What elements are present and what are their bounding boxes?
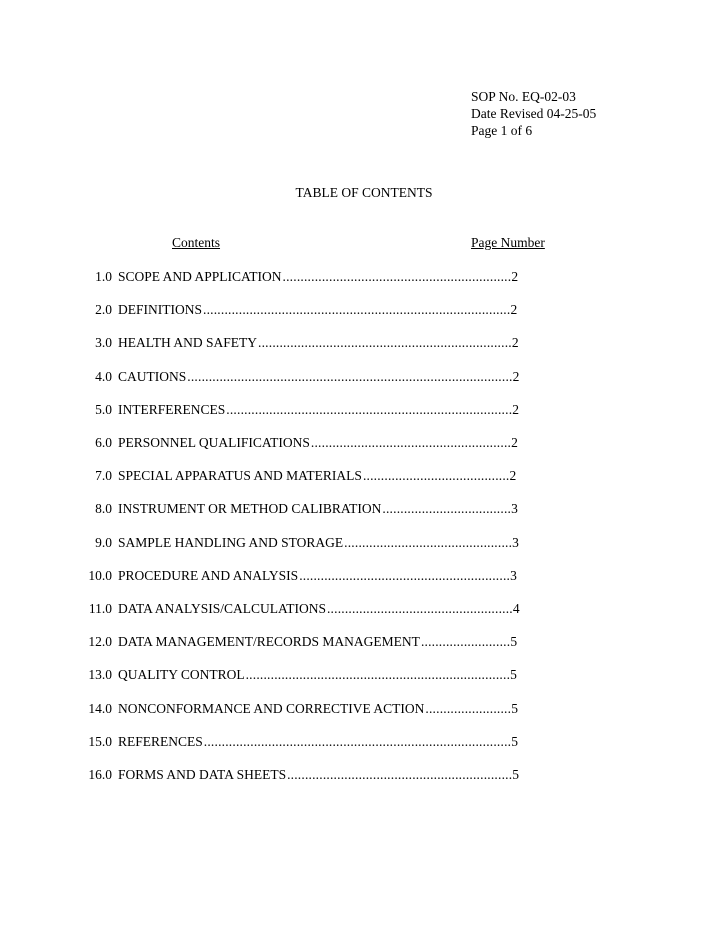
- toc-entry-number: 16.0: [88, 767, 112, 782]
- toc-entry-number: 4.0: [95, 368, 112, 384]
- toc-dot-leader: ..........................................................................: [245, 667, 511, 683]
- toc-dot-leader: ................................................................................: [226, 401, 513, 417]
- toc-entry-page: 3: [511, 501, 518, 517]
- toc-entry-page: 2: [509, 468, 517, 484]
- toc-entry-page: 2: [511, 335, 519, 351]
- toc-entry: [0, 402, 728, 420]
- toc-entry: [0, 269, 728, 287]
- toc-column-page-number: Page Number: [471, 235, 545, 250]
- toc-entry-number: 11.0: [88, 601, 112, 616]
- toc-entry-leader: [118, 335, 513, 351]
- toc-entry-leader: [118, 535, 513, 551]
- toc-entry-leader: [118, 601, 513, 617]
- toc-dot-leader: ...............................................................: [287, 767, 513, 782]
- toc-entry: [0, 302, 728, 320]
- toc-entry-page: 5: [512, 767, 520, 782]
- toc-entry-leader: [118, 402, 513, 418]
- toc-entry-number: 9.0: [95, 534, 112, 550]
- toc-entry-page: 5: [511, 733, 518, 749]
- toc-entry-label: INTERFERENCES: [118, 401, 226, 417]
- toc-entry-leader: [118, 269, 513, 285]
- toc-dot-leader: ....................................................: [326, 601, 513, 616]
- toc-entry-number: 7.0: [95, 468, 112, 484]
- toc-entry: [0, 601, 728, 619]
- toc-entry: [0, 535, 728, 553]
- toc-entry-label: DATA ANALYSIS/CALCULATIONS: [118, 601, 326, 616]
- toc-entry-leader: [118, 634, 513, 650]
- toc-entry-number: 6.0: [95, 435, 112, 450]
- toc-entry-page: 2: [511, 269, 519, 284]
- toc-entry-page: 5: [510, 667, 517, 683]
- toc-entry: [0, 634, 728, 652]
- toc-entry-page: 2: [510, 302, 518, 318]
- toc-entry-page: 4: [512, 601, 520, 616]
- toc-entry-leader: [118, 369, 513, 385]
- date-revised: Date Revised 04-25-05: [471, 106, 597, 121]
- toc-dot-leader: ................................................................: [282, 269, 512, 284]
- toc-entry-page: 3: [512, 534, 519, 550]
- toc-entry: [0, 568, 728, 586]
- toc-entry-leader: [118, 501, 513, 517]
- toc-dot-leader: ....................................: [382, 501, 512, 517]
- toc-entry-label: PROCEDURE AND ANALYSIS: [118, 567, 299, 583]
- toc-entry: [0, 701, 728, 719]
- toc-column-contents: Contents: [172, 235, 221, 250]
- toc-entry-label: DATA MANAGEMENT/RECORDS MANAGEMENT: [118, 634, 420, 650]
- toc-entry-label: SCOPE AND APPLICATION: [118, 269, 282, 284]
- toc-entry-leader: [118, 767, 513, 783]
- page-count: Page 1 of 6: [471, 123, 533, 138]
- toc-entry-page: 5: [510, 634, 518, 650]
- toc-entry: [0, 501, 728, 519]
- toc-entry-leader: [118, 468, 513, 484]
- toc-entry-label: SPECIAL APPARATUS AND MATERIALS: [118, 468, 362, 484]
- toc-entry-number: 15.0: [88, 733, 112, 749]
- toc-entry-number: 5.0: [95, 401, 112, 417]
- toc-entry-label: SAMPLE HANDLING AND STORAGE: [118, 534, 344, 550]
- toc-dot-leader: ........................................................: [310, 435, 512, 450]
- toc-entry: [0, 369, 728, 387]
- toc-dot-leader: ...............................................: [344, 534, 513, 550]
- toc-entry-number: 1.0: [95, 269, 112, 284]
- toc-dot-leader: .........................: [420, 634, 511, 650]
- toc-entry-label: REFERENCES: [118, 733, 203, 749]
- toc-dot-leader: ...........................................................................................: [187, 368, 513, 384]
- toc-entry-number: 13.0: [88, 667, 112, 683]
- toc-entry-page: 2: [512, 401, 520, 417]
- toc-entry: [0, 435, 728, 453]
- toc-entry-leader: [118, 435, 513, 451]
- toc-entry: [0, 335, 728, 353]
- toc-entry-label: NONCONFORMANCE AND CORRECTIVE ACTION: [118, 700, 425, 716]
- toc-title-text: TABLE OF CONTENTS: [295, 185, 433, 200]
- toc-entry-page: 2: [512, 368, 520, 384]
- toc-entry-label: QUALITY CONTROL: [118, 667, 245, 683]
- toc-entry: [0, 468, 728, 486]
- toc-entry-page: 3: [510, 567, 517, 583]
- toc-entry-label: PERSONNEL QUALIFICATIONS: [118, 435, 310, 450]
- document-header: [471, 88, 596, 139]
- toc-title: [0, 185, 728, 201]
- toc-entry-number: 2.0: [95, 302, 112, 318]
- toc-entry-page: 5: [511, 700, 518, 716]
- toc-entry-page: 2: [511, 435, 518, 450]
- toc-entry-leader: [118, 667, 513, 683]
- toc-entry-number: 8.0: [95, 501, 112, 517]
- toc-entry-label: CAUTIONS: [118, 368, 187, 384]
- toc-entry: [0, 767, 728, 785]
- sop-number: SOP No. EQ-02-03: [471, 89, 576, 104]
- toc-entry-leader: [118, 568, 513, 584]
- toc-entry: [0, 734, 728, 752]
- toc-dot-leader: .......................................................................: [258, 335, 512, 351]
- toc-entry-leader: [118, 734, 513, 750]
- toc-entry-number: 10.0: [88, 567, 112, 583]
- toc-entry-label: FORMS AND DATA SHEETS: [118, 767, 287, 782]
- toc-dot-leader: .........................................: [362, 468, 510, 484]
- toc-entry-label: HEALTH AND SAFETY: [118, 335, 258, 351]
- toc-entry-number: 3.0: [95, 335, 112, 351]
- toc-entry-label: INSTRUMENT OR METHOD CALIBRATION: [118, 501, 382, 517]
- toc-entry-number: 12.0: [88, 634, 112, 650]
- toc-entry-number: 14.0: [88, 700, 112, 716]
- toc-dot-leader: ......................................................................................: [203, 302, 511, 318]
- toc-dot-leader: ...........................................................: [299, 567, 511, 583]
- toc-entry-label: DEFINITIONS: [118, 302, 202, 318]
- toc-entry: [0, 667, 728, 685]
- toc-entry-leader: [118, 302, 513, 318]
- toc-dot-leader: ......................................................................................: [203, 733, 512, 749]
- toc-entry-leader: [118, 701, 513, 717]
- toc-dot-leader: ........................: [425, 700, 512, 716]
